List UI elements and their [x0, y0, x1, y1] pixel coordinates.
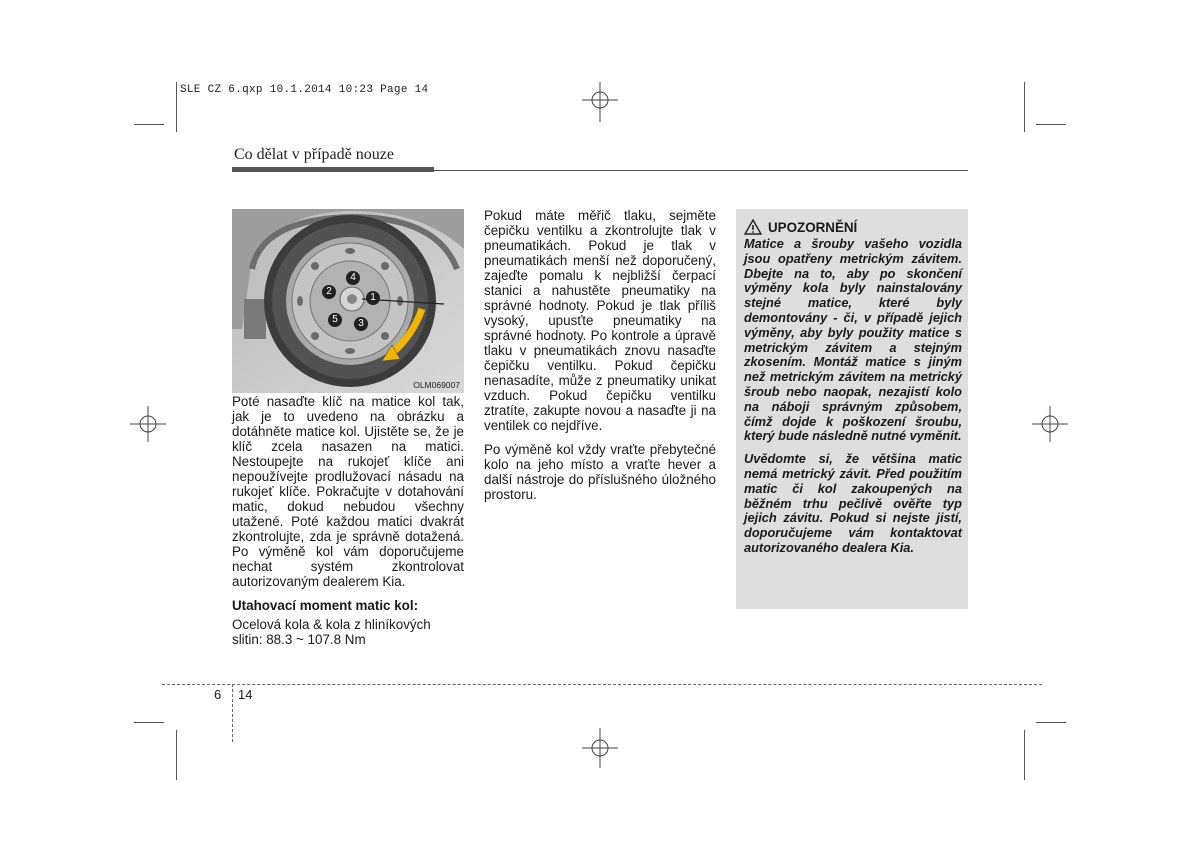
nut-label-2: 2 — [322, 285, 336, 299]
nut-label-4: 4 — [346, 271, 360, 285]
paragraph-storage: Po výměně kol vždy vraťte přebytečné kolo na jeho místo a vraťte hever a další nástroje do příslušného úložného prostoru. — [484, 442, 716, 502]
paragraph-pressure: Pokud máte měřič tlaku, sejměte čepičku ventilku a zkontrolujte tlak v pneumatikách. Pokud je tlak v pneumatikách menší než doporučený, zajeďte pomalu k nejbližší čerpací stanici a nahustěte pneumatiky na správné hodnoty. Pokud je tlak příliš vysoký, upusťte pneumatiky na správné hodnoty. Po kontrole a úpravě tlaku v pneumatikách znovu nasaďte čepičku ventilku. Pokud čepičku nenasadíte, může z pneumatiky unikat vzduch. Pokud čepičku ventilku ztratíte, zakupte novou a nasaďte ji na ventilek co nejdříve. — [484, 208, 716, 433]
registration-mark-bottom — [578, 726, 622, 770]
warning-box — [736, 209, 968, 609]
torque-value: Ocelová kola & kola z hliníkových slitin: 88.3 ~ 107.8 Nm — [232, 617, 431, 647]
figure-caption: OLM069007 — [413, 380, 460, 390]
warning-title: UPOZORNĚNÍ — [768, 219, 858, 235]
footer-divider — [232, 684, 233, 742]
wheel-illustration — [232, 209, 464, 393]
paragraph-tightening: Poté nasaďte klíč na matice kol tak, jak je to uvedeno na obrázku a dotáhněte matice kol. Ujistěte se, že je klíč zcela nasazen na matici. Nestoupejte na rukojeť klíče ani nepoužívejte prodlužovací násadu na rukojeť klíče. Pokračujte v dotahování matic, dokud nebudou všechny utažené. Poté každou matici dvakrát zkontrolujte, zda je správně dotažená. Po výměně kol vám doporučujeme nechat systém zkontrolovat autorizovaným dealerem Kia. — [232, 394, 464, 589]
section-title: Co dělat v případě nouze — [234, 146, 394, 163]
registration-mark-left — [130, 402, 170, 446]
registration-mark-right — [1030, 402, 1070, 446]
nut-label-3: 3 — [354, 317, 368, 331]
page-number: 14 — [238, 687, 253, 702]
column-middle — [484, 208, 716, 511]
section-title-bar — [232, 167, 434, 172]
torque-heading: Utahovací moment matic kol: — [232, 598, 419, 613]
wheel-figure — [232, 209, 464, 393]
footer-rule — [162, 684, 1042, 685]
chapter-number: 6 — [214, 687, 222, 702]
warning-paragraph-2: Uvědomte si, že většina matic nemá metrický závit. Před použitím matic či kol zakoupených na běžném trhu pečlivě ověřte typ jejich závitu. Pokud si nejste jistí, doporučujeme vám kontaktovat autorizovaného dealera Kia. — [744, 451, 962, 555]
print-slug: SLE CZ 6.qxp 10.1.2014 10:23 Page 14 — [180, 84, 429, 96]
warning-header — [744, 219, 962, 235]
registration-mark-top — [578, 80, 622, 124]
warning-paragraph-1: Matice a šrouby vašeho vozidla jsou opatřeny metrickým závitem. Dbejte na to, aby po skončení výměny kola byly nainstalovány stejné matice, které byly demontovány - či, v případě jejich výměny, aby byly použity matice s metrickým závitem a stejným zkosením. Montáž matice s jiným než metrickým závitem na metrický šroub nebo naopak, nezajistí kolo na náboji správným způsobem, čímž dojde k poškození šroubu, který bude následně nutné vyměnit. — [744, 236, 962, 444]
warning-triangle-icon — [744, 219, 762, 235]
column-left — [232, 394, 464, 656]
nut-label-1: 1 — [366, 291, 380, 305]
section-rule — [434, 170, 968, 171]
nut-label-5: 5 — [328, 313, 342, 327]
